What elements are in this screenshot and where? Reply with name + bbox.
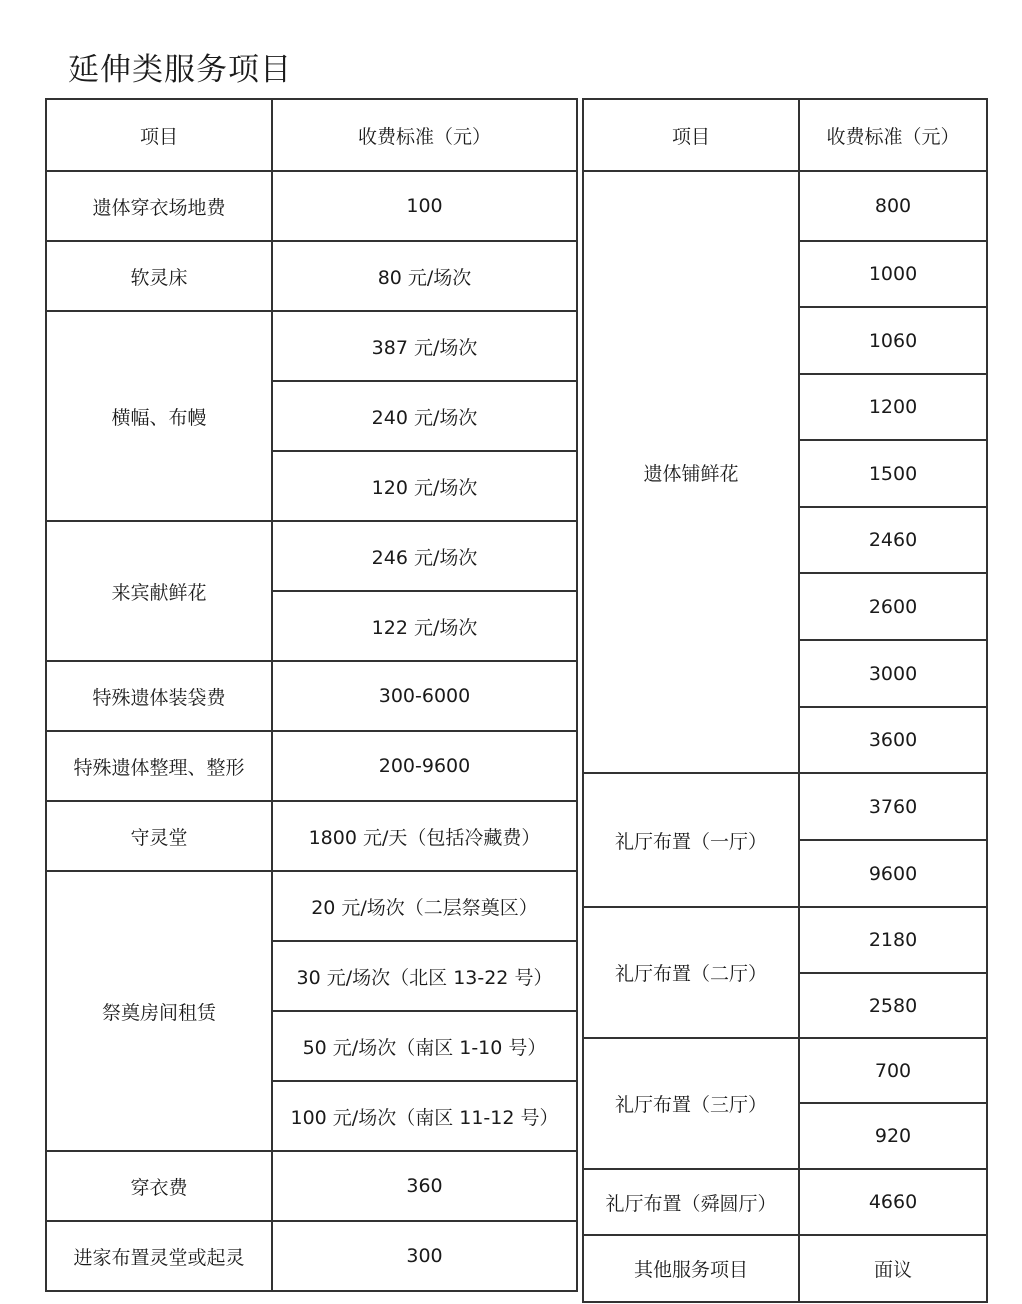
price-cell: 300-6000 xyxy=(272,661,577,731)
item-name-cell: 软灵床 xyxy=(46,241,272,311)
table-row xyxy=(46,731,577,801)
price-cell: 1060 xyxy=(799,307,987,374)
right-fee-table xyxy=(582,98,988,1303)
price-cell: 面议 xyxy=(799,1235,987,1302)
table-header-row xyxy=(46,99,577,171)
table-row xyxy=(46,871,577,941)
item-name-cell: 进家布置灵堂或起灵 xyxy=(46,1221,272,1291)
table-header-row xyxy=(583,99,987,171)
price-cell: 2180 xyxy=(799,907,987,973)
column-header-item: 项目 xyxy=(583,99,799,171)
table-row xyxy=(583,171,987,241)
price-cell: 50 元/场次（南区 1-10 号） xyxy=(272,1011,577,1081)
table-row xyxy=(46,801,577,871)
price-cell: 246 元/场次 xyxy=(272,521,577,591)
price-cell: 80 元/场次 xyxy=(272,241,577,311)
item-name-cell: 礼厅布置（二厅） xyxy=(583,907,799,1038)
price-cell: 920 xyxy=(799,1103,987,1169)
table-row xyxy=(46,171,577,241)
price-cell: 3760 xyxy=(799,773,987,840)
page-title: 延伸类服务项目 xyxy=(68,52,292,88)
table-row xyxy=(46,521,577,591)
left-fee-table xyxy=(45,98,578,1292)
table-row xyxy=(583,1235,987,1302)
table-row xyxy=(583,907,987,973)
item-name-cell: 礼厅布置（三厅） xyxy=(583,1038,799,1169)
price-cell: 120 元/场次 xyxy=(272,451,577,521)
table-row xyxy=(583,1038,987,1103)
price-cell: 700 xyxy=(799,1038,987,1103)
price-cell: 240 元/场次 xyxy=(272,381,577,451)
item-name-cell: 礼厅布置（舜圆厅） xyxy=(583,1169,799,1235)
price-cell: 2600 xyxy=(799,573,987,640)
column-header-price: 收费标准（元） xyxy=(799,99,987,171)
price-cell: 200-9600 xyxy=(272,731,577,801)
price-cell: 100 元/场次（南区 11-12 号） xyxy=(272,1081,577,1151)
price-cell: 4660 xyxy=(799,1169,987,1235)
price-cell: 9600 xyxy=(799,840,987,907)
item-name-cell: 遗体铺鲜花 xyxy=(583,171,799,773)
price-cell: 360 xyxy=(272,1151,577,1221)
table-row xyxy=(46,661,577,731)
price-cell: 122 元/场次 xyxy=(272,591,577,661)
table-row xyxy=(46,1151,577,1221)
price-cell: 1000 xyxy=(799,241,987,307)
item-name-cell: 来宾献鲜花 xyxy=(46,521,272,661)
item-name-cell: 横幅、布幔 xyxy=(46,311,272,521)
price-cell: 100 xyxy=(272,171,577,241)
item-name-cell: 穿衣费 xyxy=(46,1151,272,1221)
item-name-cell: 守灵堂 xyxy=(46,801,272,871)
price-cell: 387 元/场次 xyxy=(272,311,577,381)
column-header-item: 项目 xyxy=(46,99,272,171)
price-cell: 2580 xyxy=(799,973,987,1038)
price-cell: 1800 元/天（包括冷藏费） xyxy=(272,801,577,871)
item-name-cell: 礼厅布置（一厅） xyxy=(583,773,799,907)
price-cell: 300 xyxy=(272,1221,577,1291)
price-cell: 800 xyxy=(799,171,987,241)
table-row xyxy=(583,1169,987,1235)
item-name-cell: 特殊遗体装袋费 xyxy=(46,661,272,731)
item-name-cell: 其他服务项目 xyxy=(583,1235,799,1302)
price-cell: 3600 xyxy=(799,707,987,773)
column-header-price: 收费标准（元） xyxy=(272,99,577,171)
item-name-cell: 遗体穿衣场地费 xyxy=(46,171,272,241)
item-name-cell: 祭奠房间租赁 xyxy=(46,871,272,1151)
table-row xyxy=(46,311,577,381)
price-cell: 3000 xyxy=(799,640,987,707)
price-cell: 30 元/场次（北区 13-22 号） xyxy=(272,941,577,1011)
price-cell: 2460 xyxy=(799,507,987,573)
table-row xyxy=(583,773,987,840)
table-row xyxy=(46,241,577,311)
price-cell: 20 元/场次（二层祭奠区） xyxy=(272,871,577,941)
price-cell: 1200 xyxy=(799,374,987,440)
price-cell: 1500 xyxy=(799,440,987,507)
item-name-cell: 特殊遗体整理、整形 xyxy=(46,731,272,801)
table-row xyxy=(46,1221,577,1291)
